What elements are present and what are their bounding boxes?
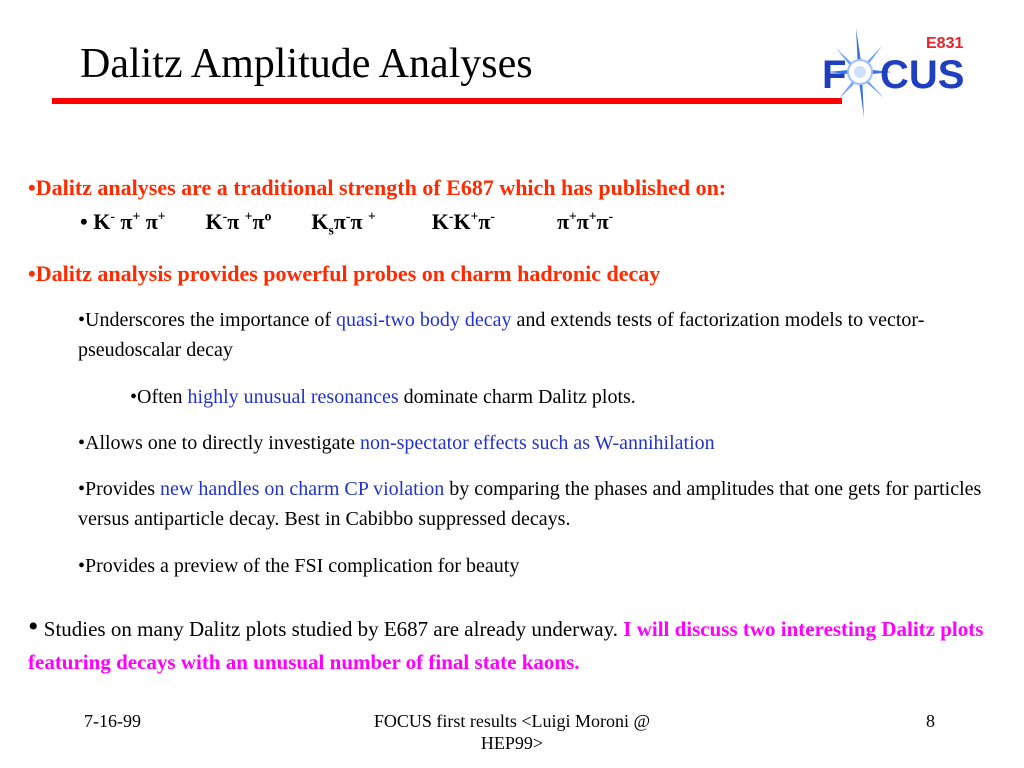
- decay-3: $K_s\pi^-\pi$ +: [311, 208, 376, 238]
- sub-sub-bullet-resonances: •Often highly unusual resonances dominate charm Dalitz plots.: [130, 386, 636, 408]
- bullet-heading-2: •Dalitz analysis provides powerful probes on charm hadronic decay: [28, 261, 661, 286]
- sub-bullet-quasi-two-body: •Underscores the importance of quasi-two body decay and extends tests of factorization models to vector-pseudoscalar decay: [78, 309, 925, 361]
- sub-bullet-non-spectator: •Allows one to directly investigate non-spectator effects such as W-annihilation: [78, 432, 715, 454]
- sub-bullet-fsi: •Provides a preview of the FSI complication for beauty: [78, 555, 520, 577]
- footer-page-number: 8: [926, 711, 935, 731]
- decay-5: π+π+π-: [556, 208, 614, 234]
- slide-title: Dalitz Amplitude Analyses: [80, 41, 533, 87]
- highlight-quasi-two-body: quasi-two body decay: [336, 309, 512, 331]
- highlight-non-spectator: non-spectator effects such as W-annihilation: [359, 432, 715, 454]
- highlight-resonances: highly unusual resonances: [187, 386, 399, 408]
- decay-2: K-π $^+\pi^o$: [205, 208, 272, 234]
- logo-text-cus: CUS: [880, 53, 965, 97]
- footer-date: 7-16-99: [84, 711, 141, 731]
- bullet-studies: • Studies on many Dalitz plots studied by E687 are already underway. I will discuss two interesting Dalitz plots featuring decays with an unusual number of final state kaons.: [28, 610, 984, 674]
- sub-bullet-cp-violation: •Provides new handles on charm CP violation by comparing the phases and amplitudes that one gets for particles versus antiparticle decay. Best in Cabibbo suppressed decays.: [78, 478, 982, 530]
- decay-4: K-K+π-: [431, 208, 495, 234]
- footer-center-text: FOCUS first results <Luigi Moroni @ HEP99>: [373, 711, 651, 753]
- decay-bullet: •: [80, 209, 88, 234]
- bullet-heading-1: •Dalitz analyses are a traditional strength of E687 which has published on:: [28, 175, 727, 200]
- decay-1: K- π+ π+: [93, 208, 166, 234]
- focus-logo: [818, 22, 978, 122]
- logo-badge-e831: E831: [926, 35, 964, 52]
- logo-text-f: F: [822, 53, 847, 97]
- decay-list: [80, 207, 613, 237]
- highlight-two-plots: I will discuss two interesting Dalitz plots featuring decays with an unusual number of final state kaons.: [28, 617, 984, 674]
- title-underline: [52, 98, 842, 104]
- highlight-cp-violation: new handles on charm CP violation: [160, 478, 445, 500]
